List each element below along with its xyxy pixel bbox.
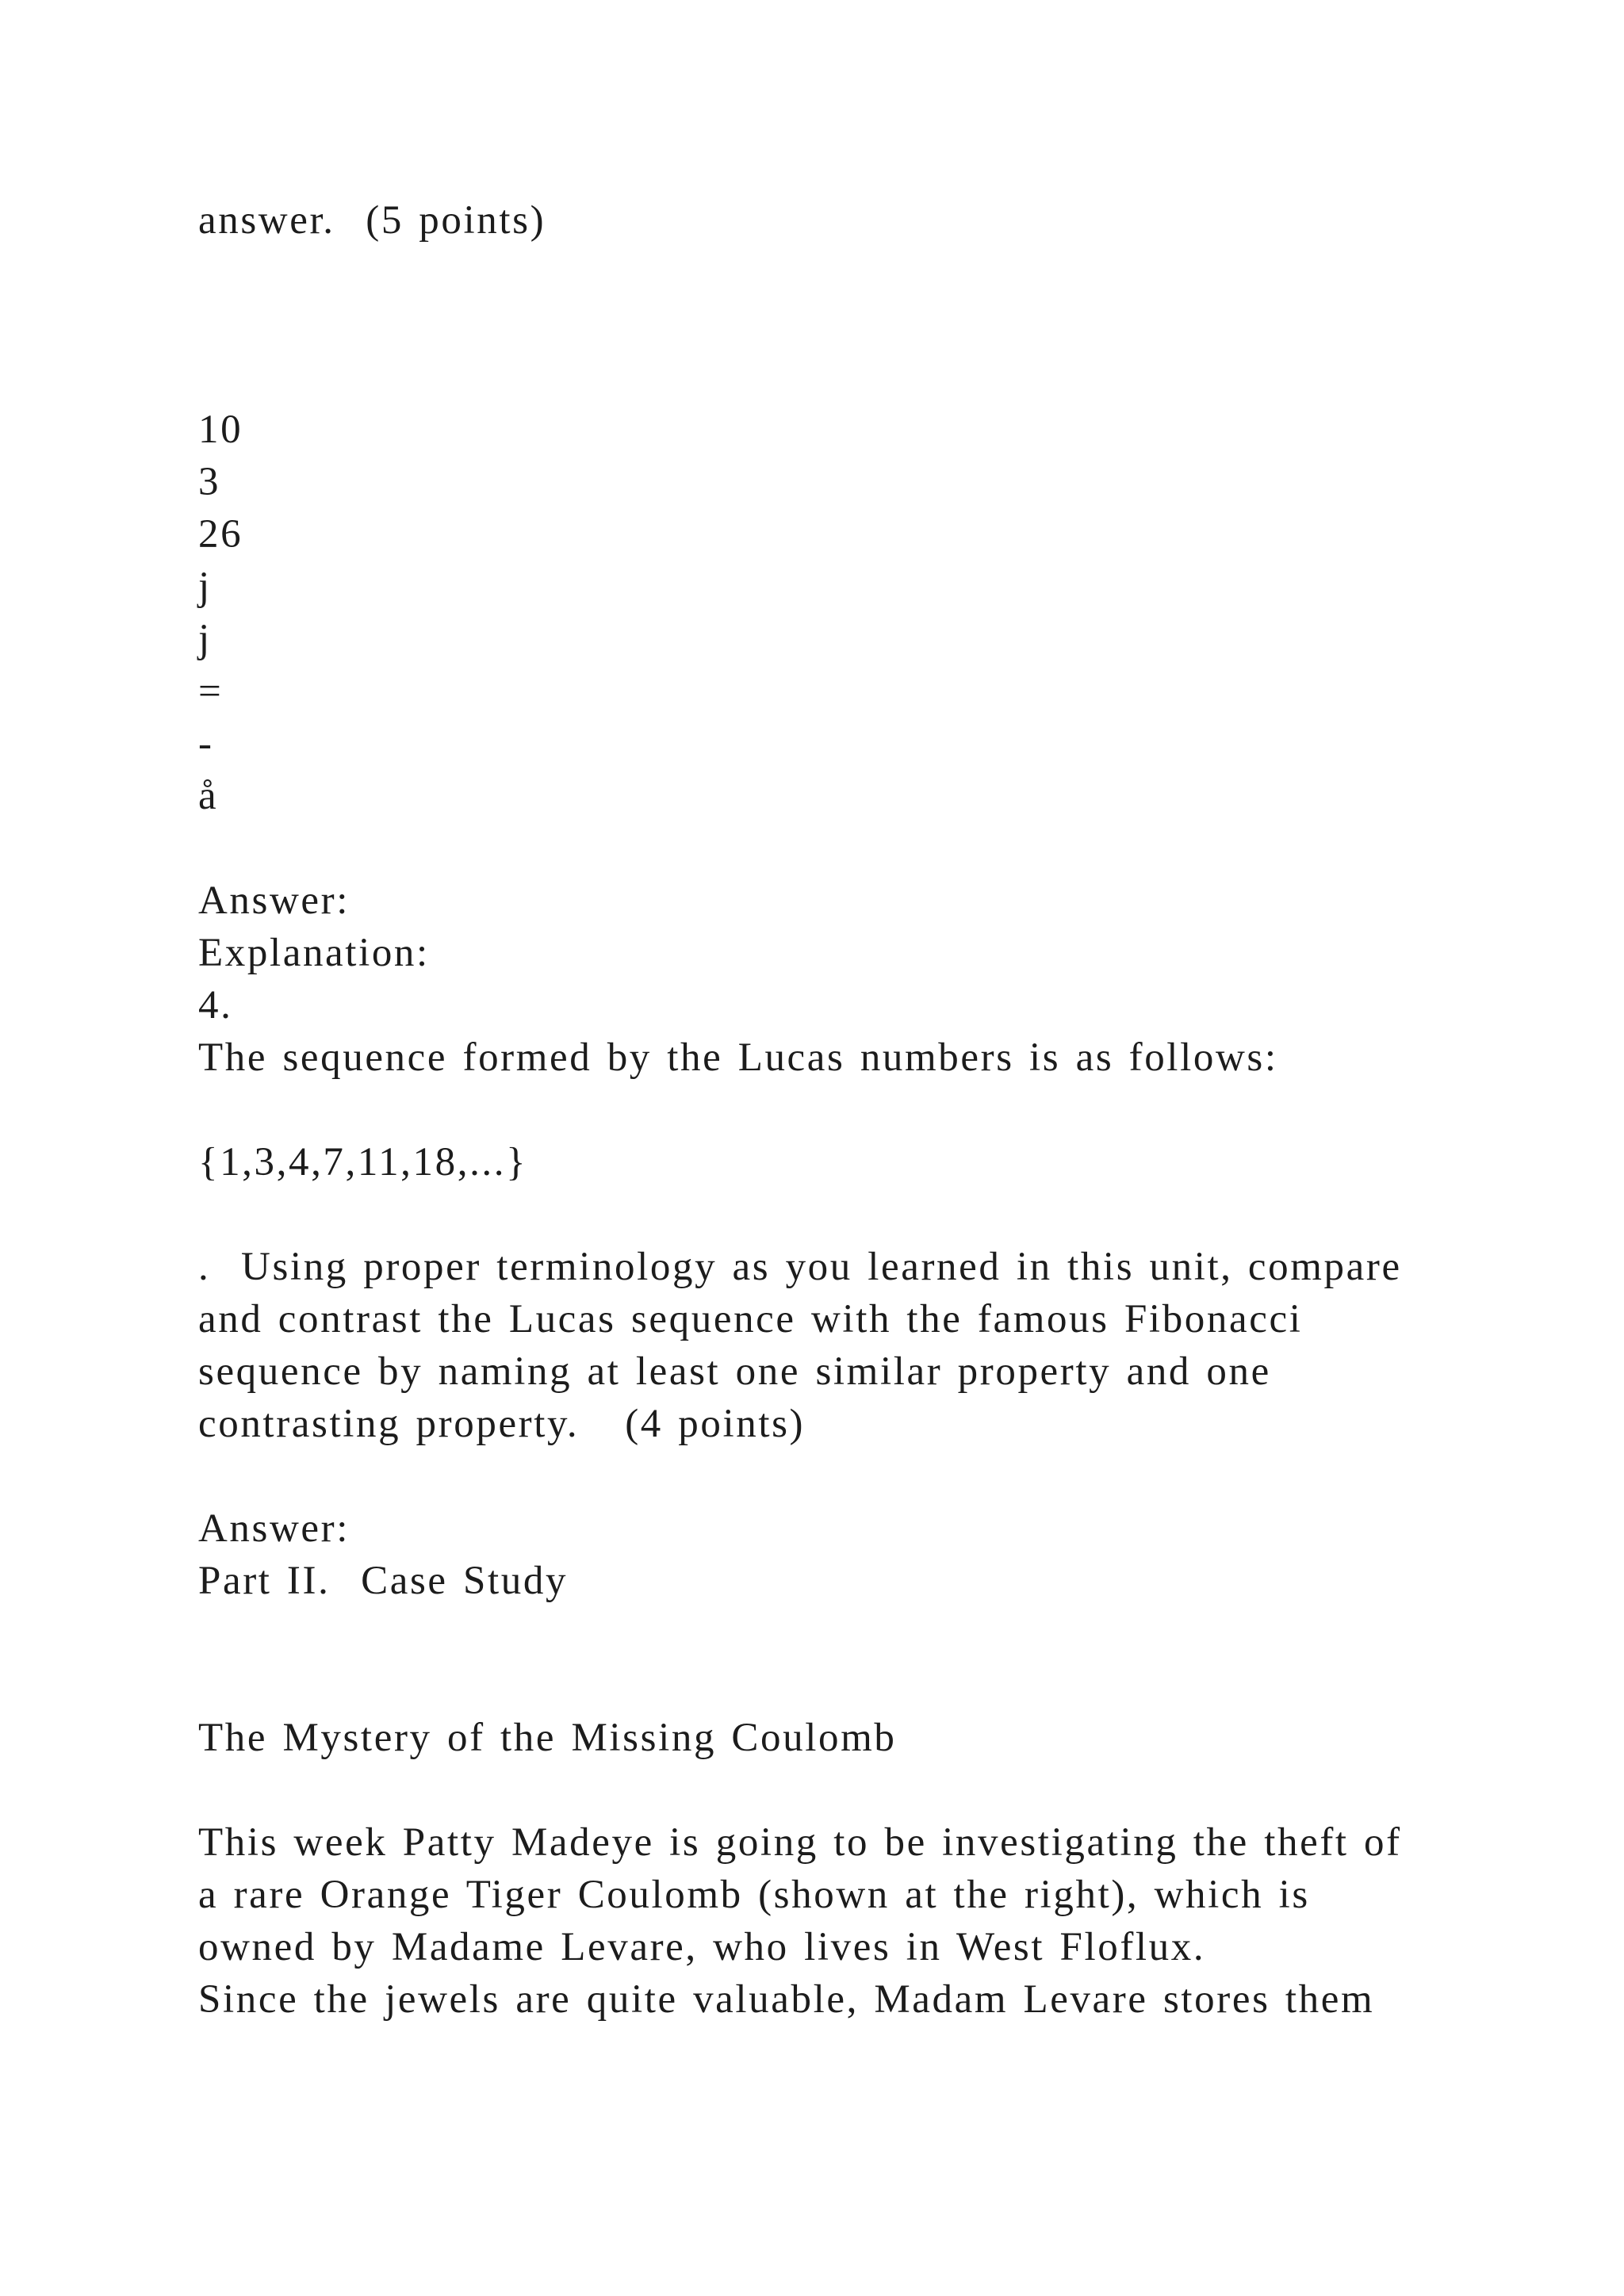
spacer bbox=[198, 1188, 1507, 1241]
formula-fragment: 10 bbox=[198, 408, 243, 452]
answer-label: Answer: bbox=[198, 1506, 350, 1551]
intro-line: answer. (5 points) bbox=[198, 198, 546, 243]
paragraph-line: a rare Orange Tiger Coulomb (shown at the right), which is bbox=[198, 1873, 1310, 1917]
spacer bbox=[198, 247, 1507, 299]
formula-fragments bbox=[198, 404, 1507, 822]
sequence-intro: The sequence formed by the Lucas numbers is as follows: bbox=[198, 1035, 1278, 1080]
paragraph-line: Since the jewels are quite valuable, Madam Levare stores them bbox=[198, 1977, 1375, 2022]
question-number: 4. bbox=[198, 983, 233, 1027]
answer-label: Answer: bbox=[198, 878, 350, 923]
prompt-line: and contrast the Lucas sequence with the famous Fibonacci bbox=[198, 1297, 1303, 1341]
case-study-title: The Mystery of the Missing Coulomb bbox=[198, 1716, 897, 1760]
formula-fragment: j bbox=[198, 564, 212, 609]
formula-fragment: j bbox=[198, 617, 212, 661]
paragraph-line: This week Patty Madeye is going to be investigating the theft of bbox=[198, 1820, 1402, 1865]
explanation-label: Explanation: bbox=[198, 931, 430, 975]
spacer bbox=[198, 1659, 1507, 1712]
part-heading: Part II. Case Study bbox=[198, 1559, 569, 1603]
spacer bbox=[198, 1764, 1507, 1816]
question-prompt bbox=[198, 1241, 1507, 1450]
spacer bbox=[198, 1607, 1507, 1659]
document-body bbox=[198, 194, 1507, 2026]
prompt-line: sequence by naming at least one similar property and one bbox=[198, 1349, 1271, 1394]
prompt-line: contrasting property. (4 points) bbox=[198, 1402, 806, 1446]
spacer bbox=[198, 1450, 1507, 1502]
formula-fragment: 3 bbox=[198, 460, 221, 504]
spacer bbox=[198, 299, 1507, 351]
spacer bbox=[198, 351, 1507, 404]
formula-fragment: 26 bbox=[198, 512, 243, 557]
formula-fragment: = bbox=[198, 669, 224, 714]
lucas-sequence: {1,3,4,7,11,18,...} bbox=[198, 1140, 528, 1184]
spacer bbox=[198, 1084, 1507, 1136]
formula-fragment: - bbox=[198, 721, 214, 766]
paragraph-line: owned by Madame Levare, who lives in West Floflux. bbox=[198, 1925, 1206, 1969]
formula-fragment: å bbox=[198, 774, 219, 818]
case-study-paragraph bbox=[198, 1816, 1507, 2026]
prompt-line: . Using proper terminology as you learned in this unit, compare bbox=[198, 1245, 1402, 1289]
spacer bbox=[198, 822, 1507, 874]
